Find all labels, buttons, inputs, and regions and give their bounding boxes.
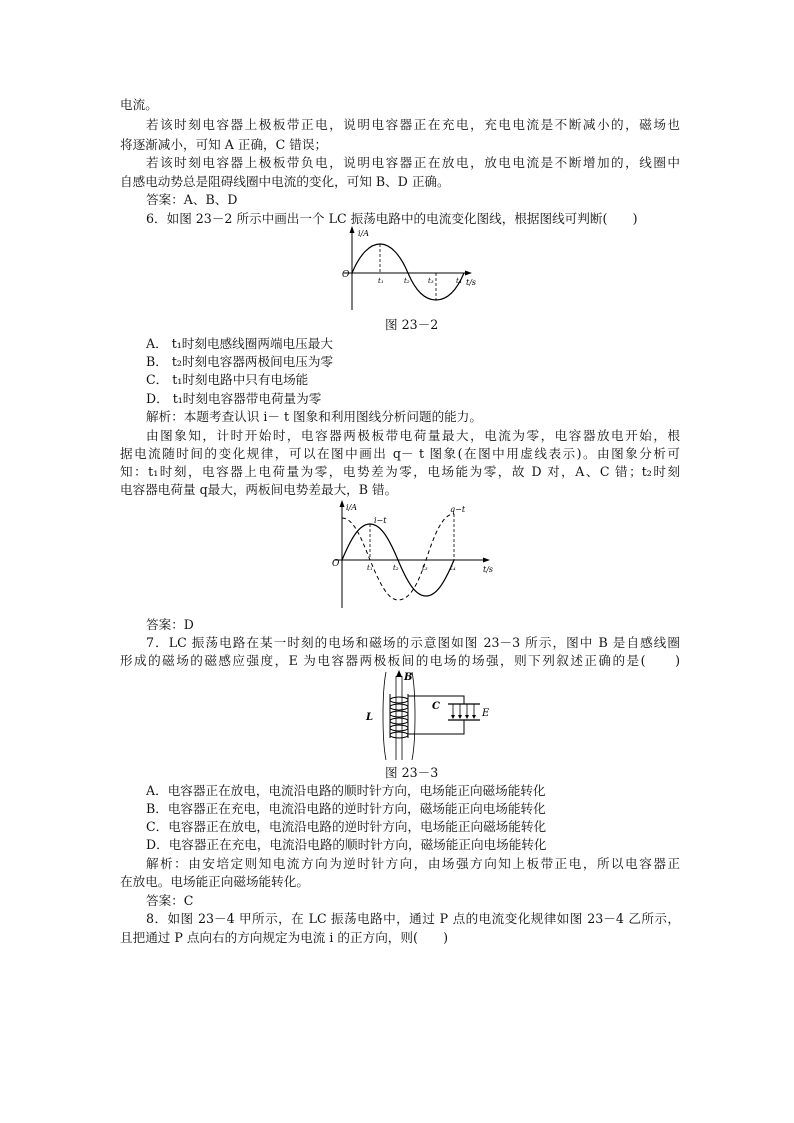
option-c: C．电容器正在放电，电流沿电路的逆时针方向，电场能正向磁场能转化	[146, 819, 547, 834]
curve-label-q-t: q−t	[450, 505, 466, 514]
option-d: D． t₁时刻电容器带电荷量为零	[146, 391, 322, 406]
explanation-line: 在放电。电场能正向磁场能转化。	[120, 874, 309, 889]
current-curve	[352, 244, 464, 300]
option-a: A． t₁时刻电感线圈两端电压最大	[146, 336, 333, 351]
option-b: B． t₂时刻电容器两极间电压为零	[146, 354, 334, 369]
question-6: 6．如图 23－2 所示中画出一个 LC 振荡电路中的电流变化图线，根据图线可判断( )	[146, 211, 638, 226]
tick-t3: t₃	[428, 277, 434, 285]
y-label: i/A	[358, 229, 370, 238]
field-arrow	[465, 715, 469, 719]
tick-t4: t₄	[456, 277, 462, 285]
option-a: A．电容器正在放电，电流沿电路的顺时针方向，电场能正向磁场能转化	[146, 783, 546, 798]
tick-t1: t₁	[378, 277, 384, 285]
x-axis-arrow	[465, 271, 472, 276]
tick-t3: t₃	[422, 564, 428, 572]
b-field-arrow	[396, 670, 402, 677]
solution-figure	[330, 500, 500, 610]
option-c: C． t₁时刻电路中只有电场能	[146, 372, 309, 387]
question-8-cont: 且把通过 P 点向右的方向规定为电流 i 的正方向，则( )	[120, 930, 448, 945]
field-arrow	[472, 715, 476, 719]
inductor-coil	[390, 694, 408, 738]
question-7-cont: 形成的磁场的磁感应强度，E 为电容器两极板间的电场的场强，则下列叙述正确的是( )	[120, 653, 680, 668]
q-t-curve	[342, 514, 454, 600]
y-axis-arrow	[340, 500, 345, 507]
tick-t2: t₂	[404, 277, 410, 285]
answer-line: 答案：A、B、D	[146, 192, 238, 207]
figure-23-3	[356, 670, 490, 762]
x-label: t/s	[483, 565, 494, 574]
label-L: L	[366, 712, 374, 723]
x-axis-arrow	[483, 558, 490, 563]
explanation-line: 电容器电荷量 q最大，两板间电势差最大，B 错。	[120, 482, 398, 497]
figure-caption: 图 23－2	[385, 317, 439, 332]
field-arrow	[458, 715, 462, 719]
field-arrow	[451, 715, 455, 719]
option-b: B．电容器正在充电，电流沿电路的逆时针方向，磁场能正向电场能转化	[146, 801, 546, 816]
explanation-line: 据电流随时间的变化规律，可以在图中画出 q－ t 图象(在图中用虚线表示)。由图象分析可	[120, 446, 680, 461]
figure-23-2	[340, 226, 480, 321]
answer-line: 答案：D	[146, 617, 194, 632]
answer-line: 答案：C	[146, 893, 194, 908]
text-line: 自感电动势总是阻碍线圈中电流的变化，可知 B、D 正确。	[120, 174, 450, 189]
x-label: t/s	[466, 278, 477, 287]
option-d: D．电容器正在充电，电流沿电路的顺时针方向，磁场能正向电场能转化	[146, 837, 547, 852]
text-line: 若该时刻电容器上极板带负电，说明电容器正在放电，放电电流是不断增加的，线圈中	[146, 155, 680, 170]
origin-label: O	[332, 559, 340, 569]
explanation-line: 解析：由安培定则知电流方向为逆时针方向，由场强方向知上板带正电，所以电容器正	[146, 856, 680, 871]
question-8: 8．如图 23－4 甲所示，在 LC 振荡电路中，通过 P 点的电流变化规律如图 23－4 乙所示，	[146, 911, 680, 926]
tick-t4: t₄	[450, 564, 456, 572]
label-C: C	[432, 701, 440, 712]
magnetic-field-lines	[383, 672, 415, 760]
label-E: E	[482, 708, 490, 719]
tick-t2: t₂	[393, 564, 399, 572]
explanation-line: 由图象知，计时开始时，电容器两极板带电荷量最大，电流为零，电容器放电开始，根	[146, 428, 680, 443]
circuit-wire-bottom	[408, 720, 464, 734]
y-axis-arrow	[350, 226, 355, 233]
label-B: B	[404, 672, 413, 683]
origin-label: O	[342, 270, 350, 280]
text-line: 若该时刻电容器上极板带正电，说明电容器正在充电，充电电流是不断减小的，磁场也	[146, 117, 680, 132]
y-label: i/A	[346, 503, 358, 512]
explanation-line: 知：t₁时刻，电容器上电荷量为零，电势差为零，电场能为零，故 D 对，A、C 错；t₂时刻	[120, 464, 680, 479]
text-line: 电流。	[120, 97, 158, 112]
curve-label-i-t: i−t	[374, 516, 387, 525]
tick-t1: t₁	[367, 564, 373, 572]
question-7: 7．LC 振荡电路在某一时刻的电场和磁场的示意图如图 23－3 所示，图中 B 是自感线圈	[146, 635, 680, 650]
text-line: 将逐渐减小，可知 A 正确，C 错误；	[120, 137, 328, 152]
figure-caption: 图 23－3	[385, 765, 439, 780]
explanation-line: 解析：本题考查认识 i－ t 图象和利用图线分析问题的能力。	[146, 409, 482, 424]
